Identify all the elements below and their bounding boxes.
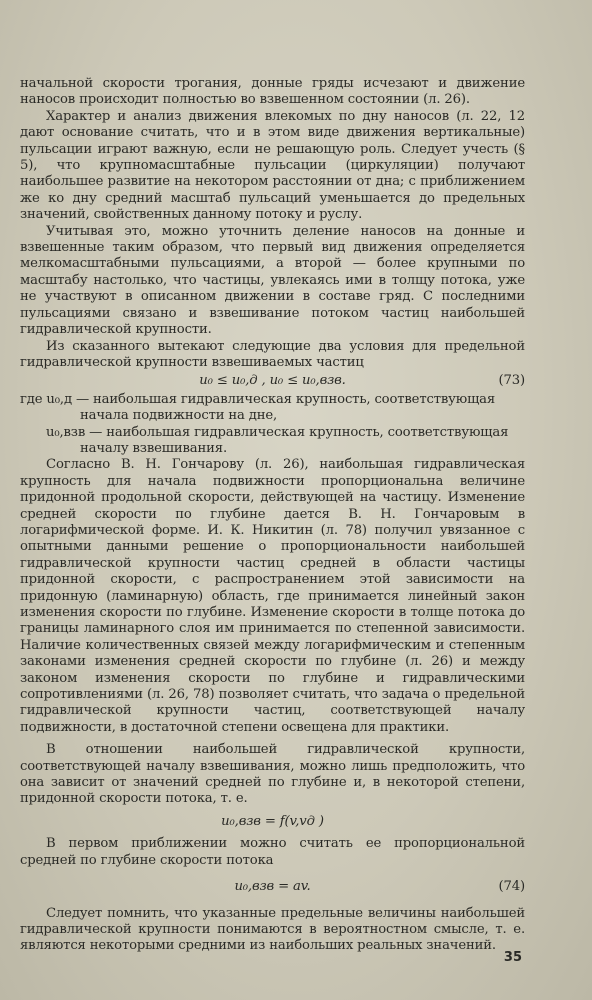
definition-2-lead: u₀,взв — наибольшая гидравлическая крупность, соответствующая	[46, 424, 509, 440]
page-number: 35	[503, 950, 522, 965]
definition-1-lead: где u₀,д — наибольшая гидравлическая крупность, соответствующая	[20, 391, 496, 407]
paragraph-7: В первом приближении можно считать ее пропорциональной средней по глубине скорости потока	[20, 836, 525, 868]
definition-1-tail: начала подвижности на дне,	[80, 408, 278, 424]
paragraph-6: В отношении наибольшей гидравлической крупности, соответствующей началу взвешивания, можно лишь предположить, что она зависит от значений средней по глубине и, в некоторой степени, придонной скорости потока, т. е.	[20, 742, 525, 807]
formula-74-number: (74)	[498, 879, 525, 895]
formula-function-expression: u₀,взв = f(v,vд )	[221, 813, 324, 829]
definition-2-tail: началу взвешивания.	[80, 440, 227, 456]
definition-1	[20, 392, 525, 425]
paragraph-2: Характер и анализ движения влекомых по дну наносов (л. 22, 12 дают основание считать, что и в этом виде движения вертикальные) пульсации играют важную, если не решающую роль. Следует учесть (§ 5), что крупномасштабные пульсации (циркуляции) получают наибольшее развитие на некотором расстоянии от дна; с приближением же ко дну средний масштаб пульсаций уменьшается до предельных значений, свойственных данному потоку и руслу.	[20, 108, 525, 223]
paragraph-3: Учитывая это, можно уточнить деление наносов на донные и взвешенные таким образом, что первый вид движения определяется мелкомасштабными пульсациями, а второй — более крупными по масштабу настолько, что частицы, увлекаясь ими в толщу потока, уже не участвуют в описанном движении в составе гряд. С последними пульсациями связано и взвешивание потоком частиц наибольшей гидравлической крупности.	[20, 223, 525, 338]
formula-73-expression: u₀ ≤ u₀,д , u₀ ≤ u₀,взв.	[199, 373, 346, 389]
formula-73	[20, 373, 525, 389]
paragraph-5: Согласно В. Н. Гончарову (л. 26), наибольшая гидравлическая крупность для начала подвижности пропорциональна величине придонной продольной скорости, действующей на частицу. Изменение средней скорости по глубине дается В. Н. Гончаровым в логарифмической форме. И. К. Никитин (л. 78) получил увязанное с опытными данными решение о пропорциональности наибольшей гидравлической крупности частиц средней в области частицы придонной скорости, с распространением этой зависимости на придонную (ламинарную) область, где принимается линейный закон изменения скорости по глубине. Изменение скорости в толще потока до границы ламинарного слоя им принимается по степенной зависимости. Наличие количественных связей между логарифмическим и степенным законами изменения средней скорости по глубине (л. 26) и между законом изменения скорости по глубине и гидравлическими сопротивлениями (л. 26, 78) позволяет считать, что задача о предельной гидравлической крупности частиц, соответствующей началу подвижности, в достаточной степени освещена для практики.	[20, 457, 525, 735]
paragraph-1: начальной скорости трогания, донные гряды исчезают и движение наносов происходит полностью во взвешенном состоянии (л. 26).	[20, 76, 525, 108]
paragraph-8: Следует помнить, что указанные предельные величины наибольшей гидравлической крупности понимаются в вероятностном смысле, т. е. являются некоторыми средними из наибольших реальных значений.	[20, 905, 525, 954]
formula-74-expression: u₀,взв = av.	[234, 879, 311, 895]
formula-74	[20, 879, 525, 895]
page-body	[20, 76, 525, 955]
formula-73-number: (73)	[498, 373, 525, 389]
paragraph-4: Из сказанного вытекают следующие два условия для предельной гидравлической крупности взвешиваемых частиц	[20, 338, 525, 370]
definition-2	[20, 425, 525, 458]
formula-function	[20, 814, 525, 830]
